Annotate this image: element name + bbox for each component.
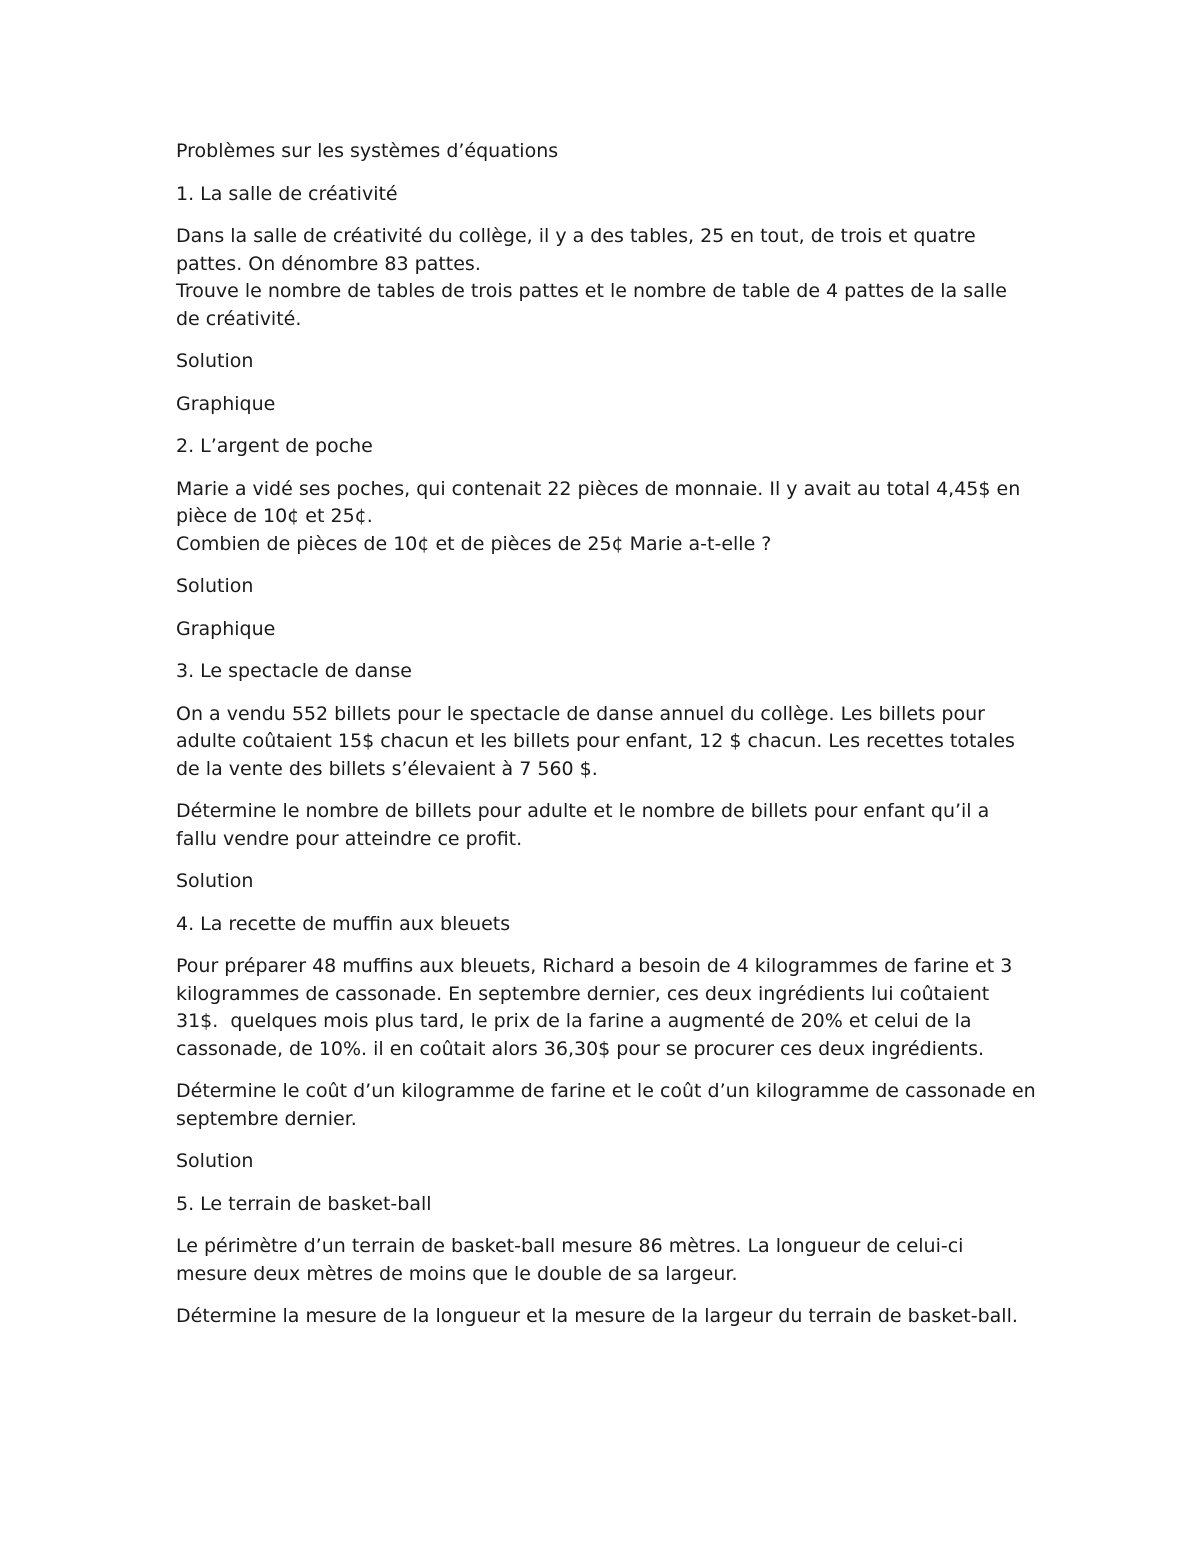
problem-2-question: Combien de pièces de 10¢ et de pièces de 25¢ Marie a-t-elle ? bbox=[176, 532, 772, 555]
problem-1-question: Trouve le nombre de tables de trois pattes et le nombre de table de 4 pattes de la salle de créativité. bbox=[176, 280, 1013, 330]
problem-3-question: Détermine le nombre de billets pour adulte et le nombre de billets pour enfant qu’il a fallu vendre pour atteindre ce profit. bbox=[176, 800, 996, 850]
problem-4-question: Détermine le coût d’un kilogramme de farine et le coût d’un kilogramme de cassonade en septembre dernier. bbox=[176, 1080, 1042, 1130]
problem-4-heading: 4. La recette de muffin aux bleuets bbox=[176, 912, 511, 935]
problem-3-solution-label: Solution bbox=[176, 870, 254, 892]
problem-4-statement: Pour préparer 48 muffins aux bleuets, Richard a besoin de 4 kilogrammes de farine et 3 kilogrammes de cassonade. En septembre dernier, ces deux ingrédients lui coûtaient 31$. quelques mois plus tard, le prix de la farine a augmenté de 20% et celui de la cassonade, de 10%. il en coûtait alors 36,30$ pour se procurer ces deux ingrédients. bbox=[176, 955, 1019, 1060]
document-page bbox=[176, 138, 1042, 1346]
problem-4-solution-label: Solution bbox=[176, 1150, 254, 1172]
problem-3-heading: 3. Le spectacle de danse bbox=[176, 660, 412, 682]
problem-1-solution-label: Solution bbox=[176, 350, 254, 372]
problem-1-statement: Dans la salle de créativité du collège, il y a des tables, 25 en tout, de trois et quatre pattes. On dénombre 83 pattes. bbox=[176, 225, 982, 275]
problem-2-solution-label: Solution bbox=[176, 575, 254, 597]
problem-1-heading: 1. La salle de créativité bbox=[176, 182, 398, 205]
problem-2-statement: Marie a vidé ses poches, qui contenait 22 pièces de monnaie. Il y avait au total 4,45$ en pièce de 10¢ et 25¢. bbox=[176, 477, 1027, 527]
problem-5-heading: 5. Le terrain de basket-ball bbox=[176, 1192, 432, 1215]
problem-5-question: Détermine la mesure de la longueur et la mesure de la largeur du terrain de basket-ball. bbox=[176, 1305, 1018, 1327]
problem-3-statement: On a vendu 552 billets pour le spectacle de danse annuel du collège. Les billets pour adulte coûtaient 15$ chacun et les billets pour enfant, 12 $ chacun. Les recettes totales de la vente des billets s’élevaient à 7 560 $. bbox=[176, 702, 1021, 780]
problem-2-graph-label: Graphique bbox=[176, 617, 276, 640]
problem-1-graph-label: Graphique bbox=[176, 392, 276, 415]
problem-5-statement: Le périmètre d’un terrain de basket-ball mesure 86 mètres. La longueur de celui-ci mesure deux mètres de moins que le double de sa largeur. bbox=[176, 1235, 970, 1285]
document-title: Problèmes sur les systèmes d’équations bbox=[176, 140, 559, 162]
problem-2-heading: 2. L’argent de poche bbox=[176, 435, 373, 457]
